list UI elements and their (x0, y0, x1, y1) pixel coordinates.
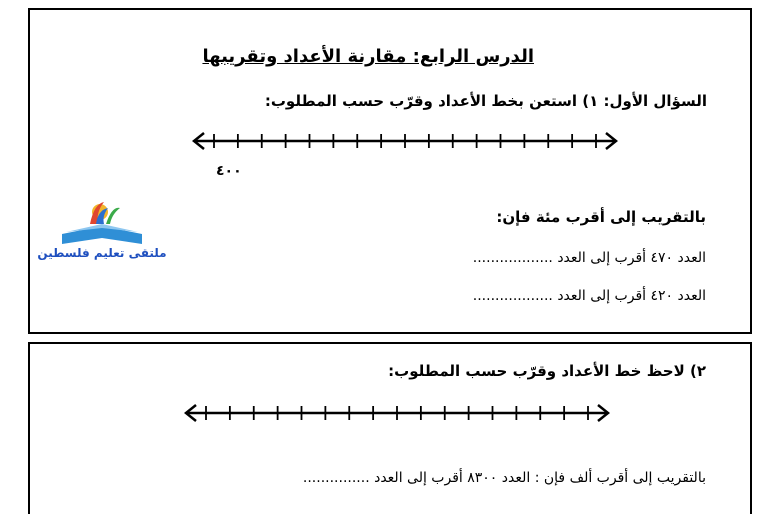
site-logo (32, 196, 172, 266)
rounding-rule-hundreds: بالتقريب إلى أقرب مئة فإن: (496, 208, 706, 226)
book-logo-icon (32, 196, 172, 246)
question-1-heading: السؤال الأول: ١) استعن بخط الأعداد وقرّب حسب المطلوب: (264, 92, 707, 110)
rounding-line-420: العدد ٤٢٠ أقرب إلى العدد .................. (472, 288, 706, 304)
question-2-heading: ٢) لاحظ خط الأعداد وقرّب حسب المطلوب: (388, 362, 706, 380)
lesson-title: الدرس الرابع: مقارنة الأعداد وتقريبها (202, 46, 534, 67)
number-line-1-label: ٤٠٠ (216, 163, 242, 179)
logo-caption: ملتقى تعليم فلسطين (37, 246, 167, 260)
number-line-2 (182, 398, 612, 428)
rounding-line-8300: بالتقريب إلى أقرب ألف فإن : العدد ٨٣٠٠ أقرب إلى العدد ............... (302, 470, 706, 486)
rounding-line-470: العدد ٤٧٠ أقرب إلى العدد .................. (472, 250, 706, 266)
number-line-1 (190, 126, 620, 156)
